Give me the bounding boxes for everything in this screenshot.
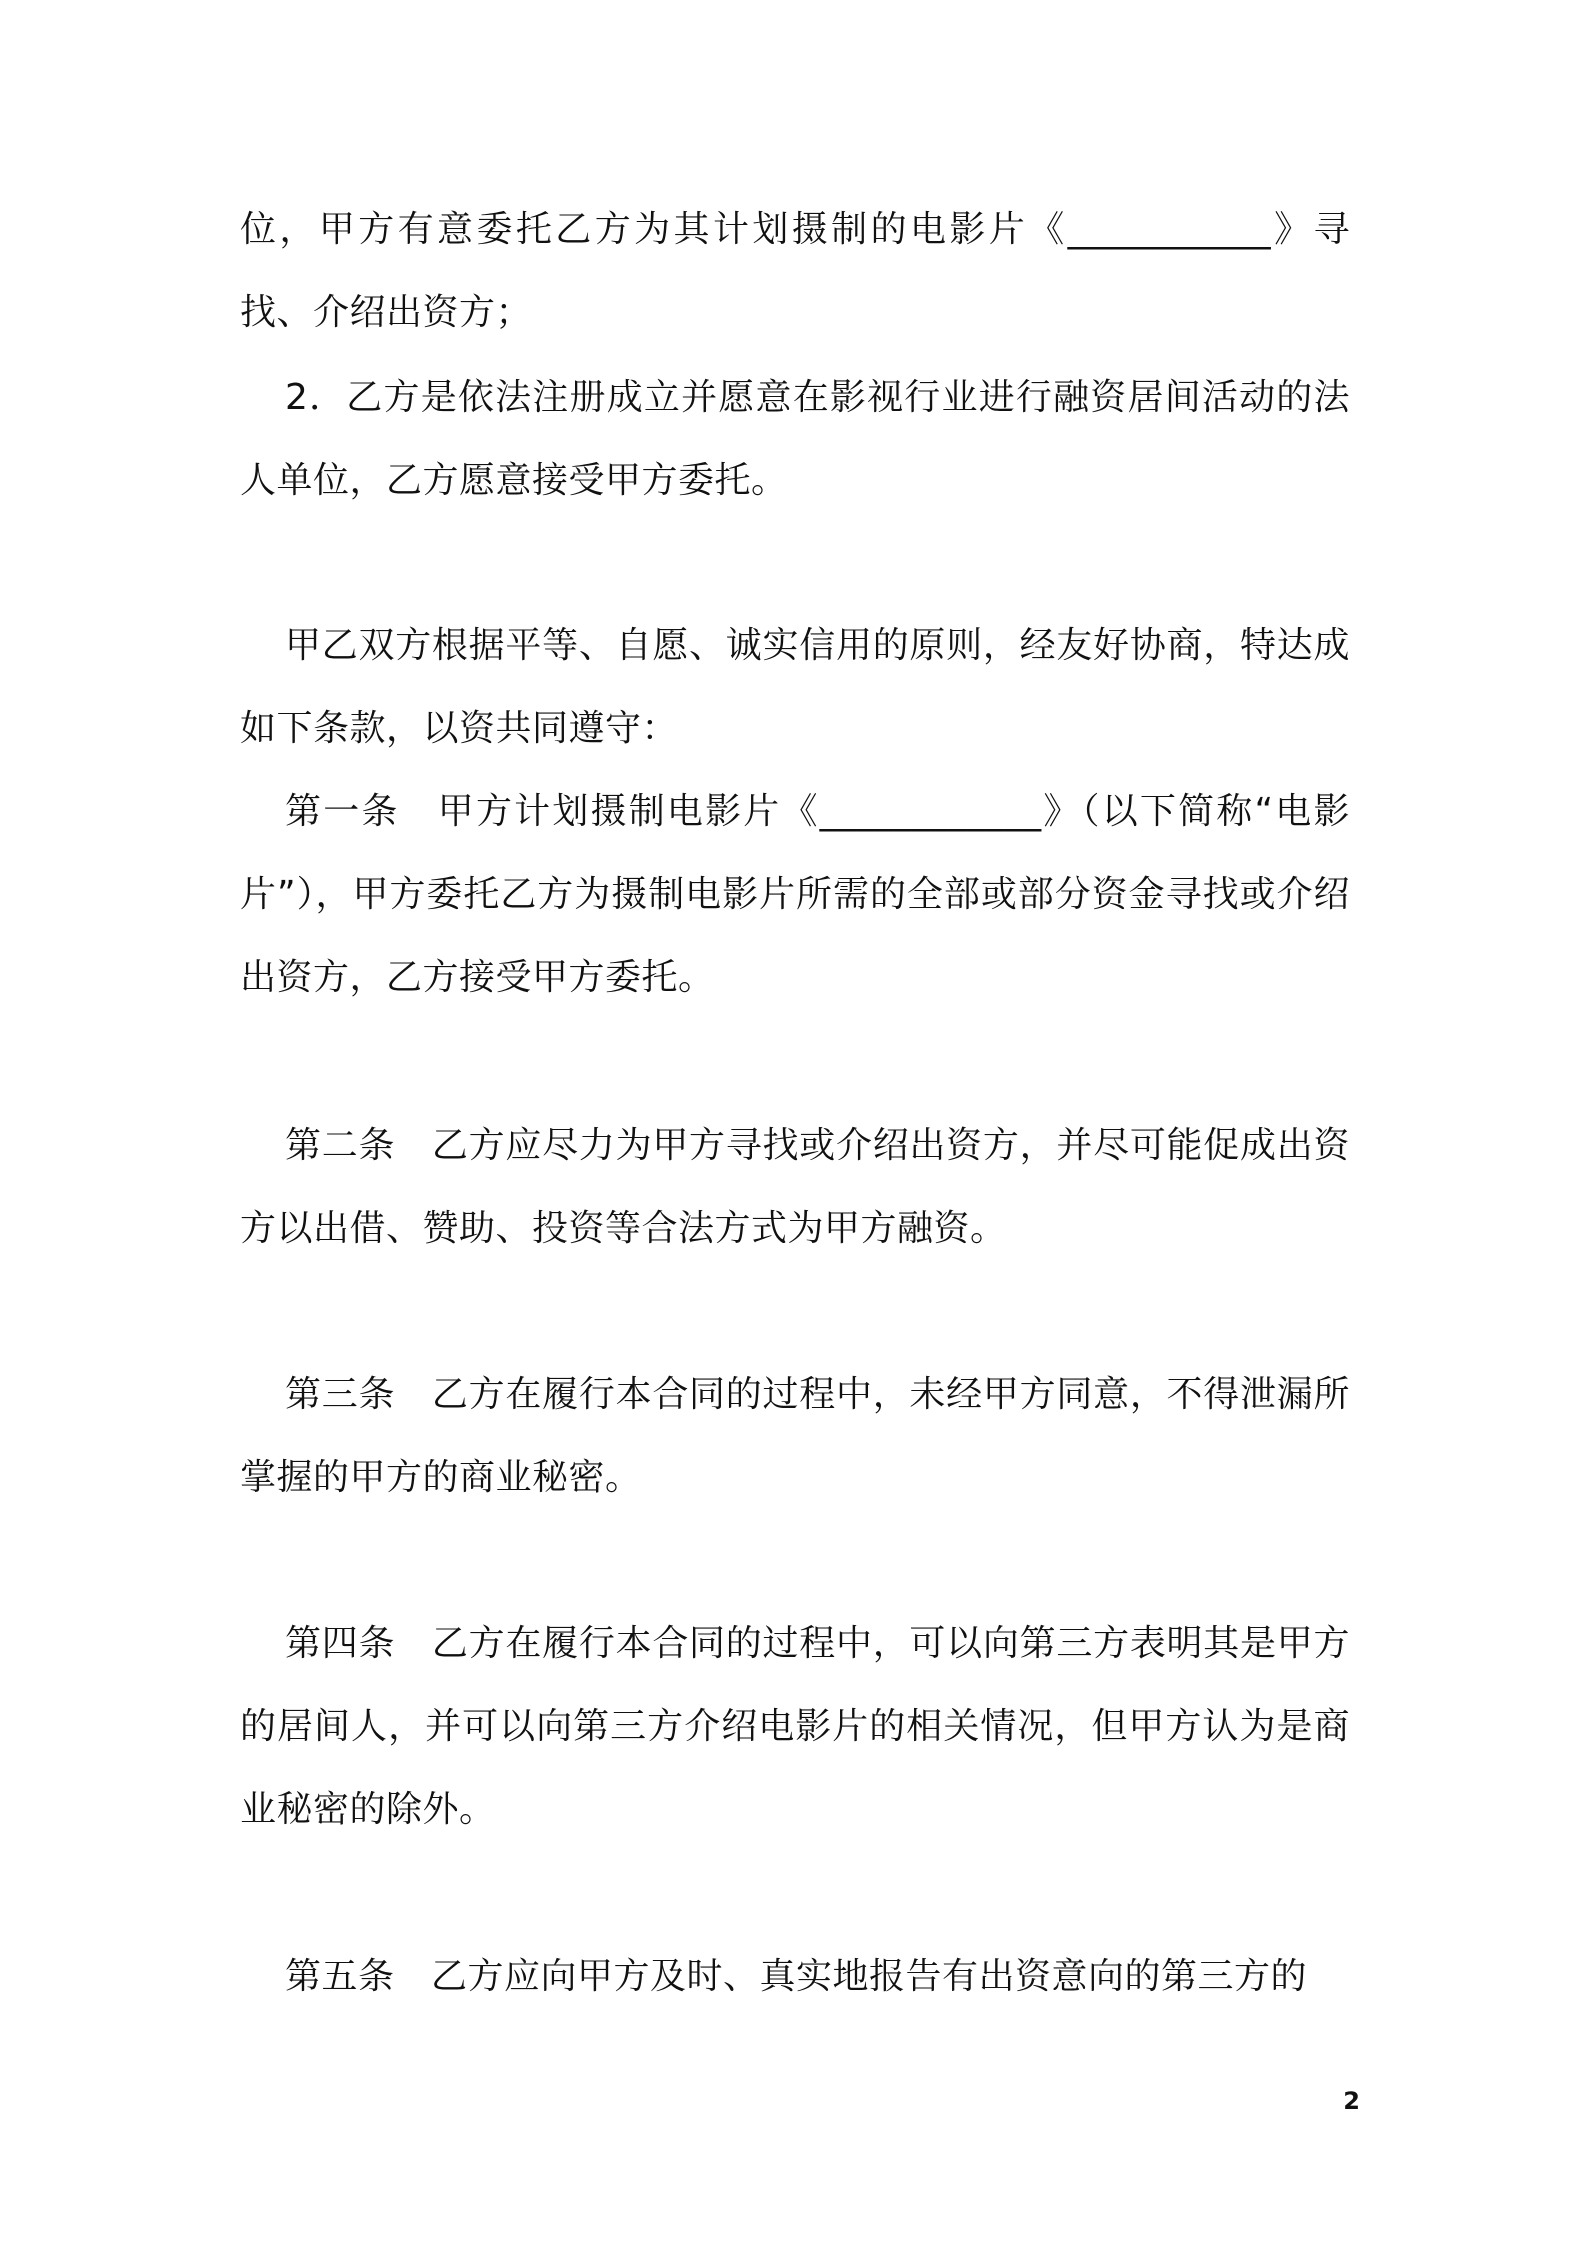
- paragraph-article-3: 第三条 乙方在履行本合同的过程中，未经甲方同意，不得泄漏所掌握的甲方的商业秘密。: [240, 1374, 1350, 1498]
- page-number: 2: [1343, 2087, 1360, 2115]
- paragraph-article-1: 第一条 甲方计划摄制电影片《____________》（以下简称“电影片”），甲方委托乙方为摄制电影片所需的全部或部分资金寻找或介绍出资方，乙方接受甲方委托。: [240, 791, 1350, 998]
- paragraph-article-5: 第五条 乙方应向甲方及时、真实地报告有出资意向的第三方的: [285, 1956, 1308, 1997]
- paragraph-clause-2: 2．乙方是依法注册成立并愿意在影视行业进行融资居间活动的法人单位，乙方愿意接受甲方委托。: [240, 377, 1350, 501]
- paragraph-continuation: 位，甲方有意委托乙方为其计划摄制的电影片《___________》寻找、介绍出资方；: [240, 209, 1350, 333]
- paragraph-article-2: 第二条 乙方应尽力为甲方寻找或介绍出资方，并尽可能促成出资方以出借、赞助、投资等合法方式为甲方融资。: [240, 1125, 1350, 1249]
- paragraph-article-4: 第四条 乙方在履行本合同的过程中，可以向第三方表明其是甲方的居间人，并可以向第三方介绍电影片的相关情况，但甲方认为是商业秘密的除外。: [240, 1623, 1350, 1830]
- paragraph-agreement-intro: 甲乙双方根据平等、自愿、诚实信用的原则，经友好协商，特达成如下条款，以资共同遵守：: [240, 625, 1350, 749]
